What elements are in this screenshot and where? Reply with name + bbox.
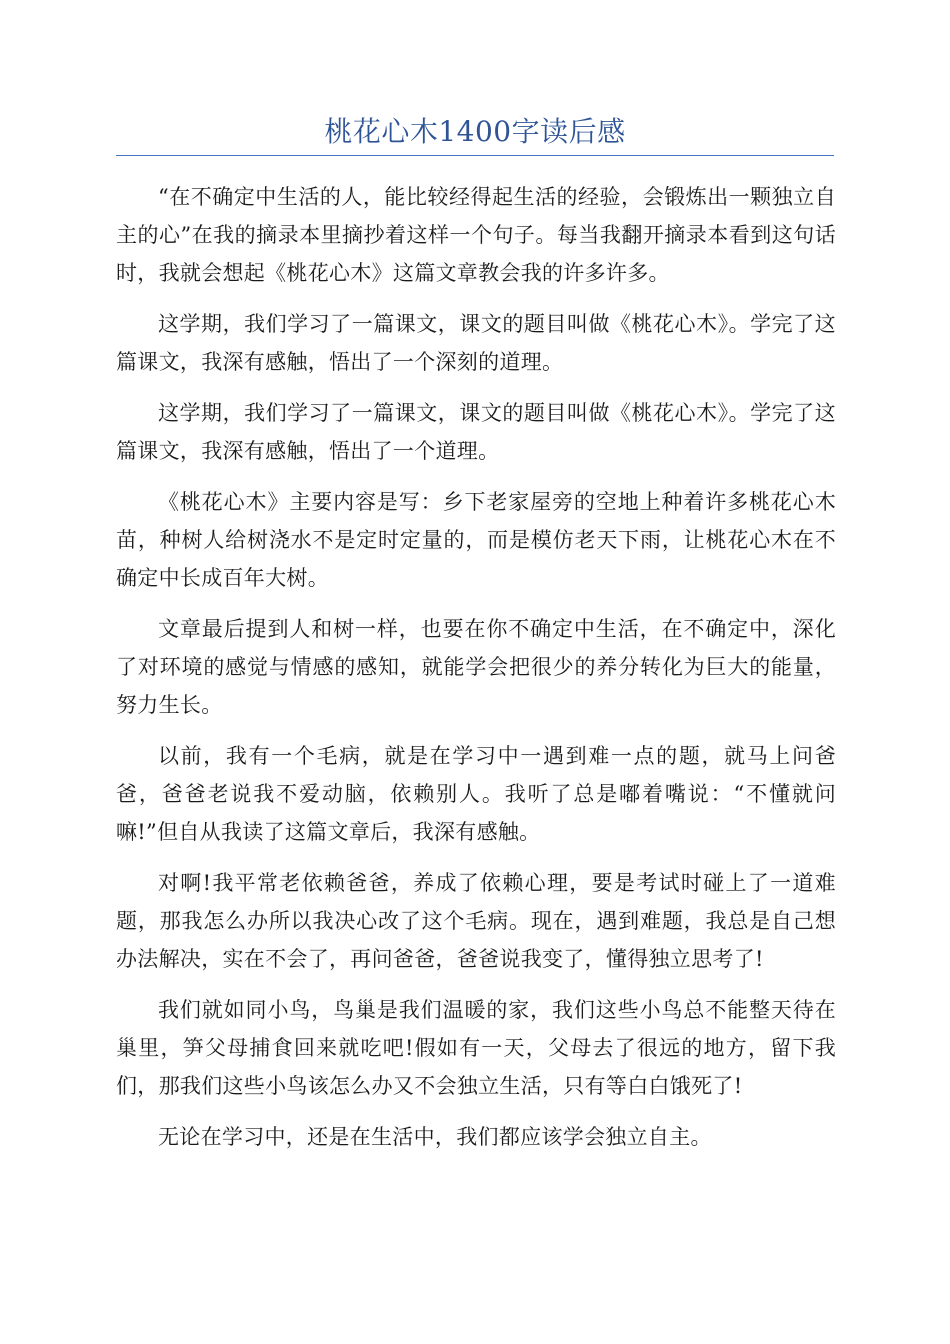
paragraph-9: 无论在学习中，还是在生活中，我们都应该学会独立自主。 [158,1125,712,1149]
paragraph-6: 以前，我有一个毛病，就是在学习中一遇到难一点的题，就马上问爸爸，爸爸老说我不爱动脑，依赖别人。我听了总是嘟着嘴说：“不懂就问嘛!”但自从我读了这篇文章后，我深有感触。 [116,744,836,844]
paragraph-7: 对啊!我平常老依赖爸爸，养成了依赖心理，要是考试时碰上了一道难题，那我怎么办所以我决心改了这个毛病。现在，遇到难题，我总是自己想办法解决，实在不会了，再问爸爸，爸爸说我变了，懂得独立思考了! [116,871,836,971]
page-title: 桃花心木1400字读后感 [324,115,626,148]
paragraph-5: 文章最后提到人和树一样，也要在你不确定中生活，在不确定中，深化了对环境的感觉与情感的感知，就能学会把很少的养分转化为巨大的能量，努力生长。 [116,617,836,717]
paragraph-4: 《桃花心木》主要内容是写：乡下老家屋旁的空地上种着许多桃花心木苗，种树人给树浇水不是定时定量的，而是模仿老天下雨，让桃花心木在不确定中长成百年大树。 [116,490,836,590]
title-divider [116,155,834,156]
paragraph-8: 我们就如同小鸟，鸟巢是我们温暖的家，我们这些小鸟总不能整天待在巢里，笋父母捕食回来就吃吧!假如有一天，父母去了很远的地方，留下我们，那我们这些小鸟该怎么办又不会独立生活，只有等白白饿死了! [116,998,836,1098]
paragraph-3: 这学期，我们学习了一篇课文，课文的题目叫做《桃花心木》。学完了这篇课文，我深有感触，悟出了一个道理。 [116,401,836,463]
paragraph-2: 这学期，我们学习了一篇课文，课文的题目叫做《桃花心木》。学完了这篇课文，我深有感触，悟出了一个深刻的道理。 [116,312,836,374]
paragraph-1: “在不确定中生活的人，能比较经得起生活的经验，会锻炼出一颗独立自主的心”在我的摘录本里摘抄着这样一个句子。每当我翻开摘录本看到这句话时，我就会想起《桃花心木》这篇文章教会我的许多许多。 [116,185,836,285]
article-body [116,178,836,1169]
